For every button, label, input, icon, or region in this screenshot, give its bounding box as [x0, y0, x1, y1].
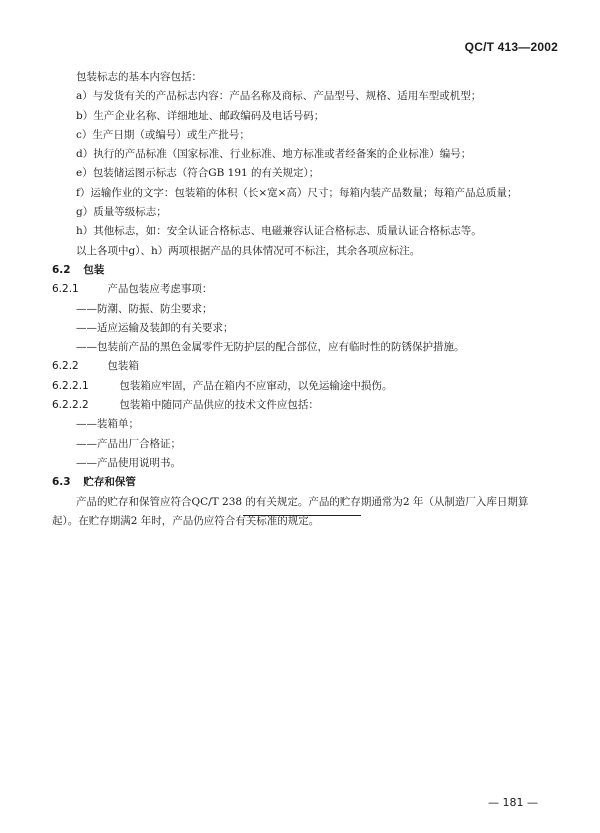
clause-number: 6.2.2.2 — [52, 399, 89, 412]
clause-number: 6.2.1 — [52, 283, 79, 296]
section-title: 包装 — [83, 263, 105, 276]
marking-item-a: a）与发货有关的产品标志内容：产品名称及商标、产品型号、规格、适用车型或机型； — [76, 90, 482, 103]
clause-text: 包装箱中随同产品供应的技术文件应包括： — [119, 399, 319, 412]
marking-intro: 包装标志的基本内容包括： — [76, 71, 202, 83]
end-divider — [243, 515, 361, 516]
marking-item-f: f）运输作业的文字：包装箱的体积（长×宽×高）尺寸；每箱内装产品数量；每箱产品总质量； — [76, 186, 518, 199]
list-item: ——产品使用说明书。 — [76, 456, 181, 469]
marking-item-g: g）质量等级标志； — [76, 206, 167, 219]
clause-title: 包装箱 — [107, 360, 139, 373]
marking-item-b: b）生产企业名称、详细地址、邮政编码及电话号码； — [76, 109, 325, 122]
list-item: ——包装前产品的黑色金属零件无防护层的配合部位，应有临时性的防锈保护措施。 — [76, 341, 465, 354]
section-number: 6.2 — [52, 263, 71, 276]
clause-number: 6.2.2.1 — [52, 379, 89, 392]
clause-6-2-2 — [52, 357, 560, 376]
list-item: ——产品出厂合格证； — [76, 437, 181, 450]
list-item: ——防潮、防振、防尘要求； — [76, 302, 213, 315]
clause-6-2-1 — [52, 280, 560, 299]
marking-item-c: c）生产日期（或编号）或生产批号； — [76, 128, 250, 141]
clause-text: 包装箱应牢固，产品在箱内不应窜动，以免运输途中损伤。 — [119, 379, 393, 392]
standard-code: QC/T 413—2002 — [464, 40, 558, 54]
clause-6-2-2-1 — [52, 377, 560, 396]
list-item: ——适应运输及装卸的有关要求； — [76, 321, 234, 334]
marking-item-e: e）包装储运图示标志（符合GB 191 的有关规定）； — [76, 167, 320, 180]
section-title: 贮存和保管 — [83, 476, 136, 489]
storage-paragraph-line-1: 产品的贮存和保管应符合QC/T 238 的有关规定。产品的贮存期通常为2 年（从制造厂入库日期算 — [76, 495, 529, 508]
section-number: 6.3 — [52, 476, 71, 489]
list-item: ——装箱单； — [76, 418, 139, 431]
marking-item-h: h）其他标志，如：安全认证合格标志、电磁兼容认证合格标志、质量认证合格标志等。 — [76, 225, 482, 238]
clause-text: 产品包装应考虑事项： — [107, 283, 213, 296]
marking-note: 以上各项中g）、h）两项根据产品的具体情况可不标注，其余各项应标注。 — [76, 244, 421, 257]
clause-number: 6.2.2 — [52, 360, 79, 373]
section-6-2-heading — [52, 261, 560, 280]
clause-6-2-2-2 — [52, 396, 560, 415]
storage-paragraph-line-2: 起）。在贮存期满2 年时，产品仍应符合有关标准的规定。 — [52, 514, 320, 527]
section-6-3-heading — [52, 473, 560, 492]
page-content — [52, 68, 560, 531]
page-number: — 181 — — [488, 796, 538, 809]
marking-item-d: d）执行的产品标准（国家标准、行业标准、地方标准或者经备案的企业标准）编号； — [76, 148, 472, 161]
